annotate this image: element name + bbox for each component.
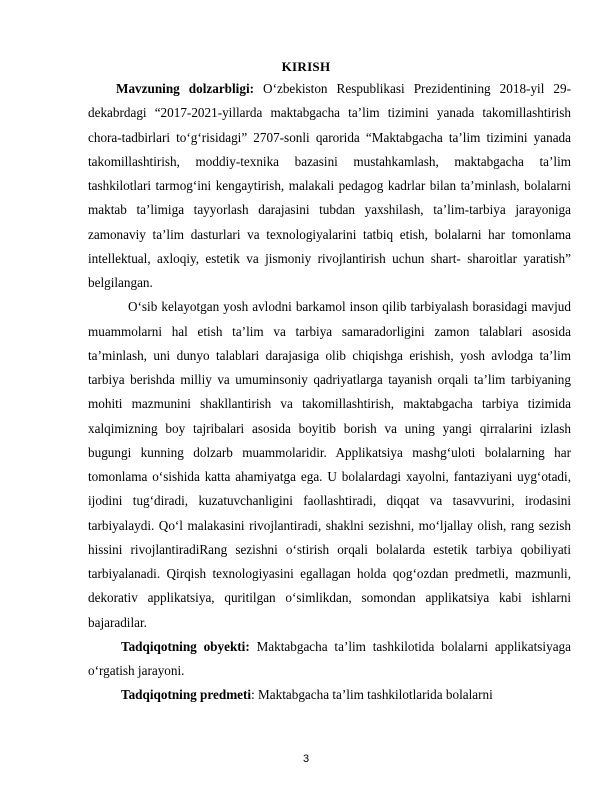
page-title: KIRISH — [281, 59, 331, 74]
paragraph-text: O‘zbekiston Respublikasi Prezidentining 2018-yil 29-dekabrdagi “2017-2021-yillarda maktabgacha ta’lim tizimini yanada takomillashtirish chora-tadbirlari to‘g‘risidagi” 2707-sonli qarorida “Maktabgacha ta’lim tizimini yanada takomillashtirish, moddiy-texnika bazasini mustahkamlash, maktabgacha ta’lim tashkilotlari tarmog‘ini kengaytirish, malakali pedagog kadrlar bilan ta’minlash, bolalarni maktab ta’limiga tayyorlash darajasini tubdan yaxshilash, ta’lim-tarbiya jarayoniga zamonaviy ta’lim dasturlari va texnologiyalarini tatbiq etish, bolalarni har tomonlama intellektual, axloqiy, estetik va jismoniy rivojlantirish uchun shart- sharoitlar yaratish” belgilangan. — [88, 81, 571, 290]
paragraph-problems — [88, 295, 571, 635]
paragraph-subject — [88, 683, 571, 707]
paragraph-label: Tadqiqotning predmeti — [121, 687, 252, 703]
paragraph-label: Tadqiqotning obyekti: — [121, 638, 250, 654]
paragraph-label: Mavzuning dolzarbligi: — [116, 81, 254, 96]
paragraph-text: : Maktabgacha ta’lim tashkilotlarida bolalarni — [251, 687, 493, 703]
paragraph-object — [88, 635, 571, 684]
paragraph-text: O‘sib kelayotgan yosh avlodni barkamol inson qilib tarbiyalash borasidagi mavjud muammolarni hal etish ta’lim va tarbiya samaradorligini zamon talablari asosida ta’minlash, uni dunyo talablari darajasiga olib chiqishga erishish, yosh avlodga ta’lim tarbiya berishda milliy va umuminsoniy qadriyatlarga tayanish orqali ta’lim tarbiyaning mohiti mazmunini shakllantirish va takomillashtirish, maktabgacha tarbiya tizimida xalqimizning boy tajribalari asosida boyitib borish va uning yangi qirralarini izlash bugungi kunning dolzarb muammolaridir. Applikatsiya mashg‘uloti bolalarning har tomonlama o‘sishida katta ahamiyatga ega. U bolalardagi xayolni, fantaziyani uyg‘otadi, ijodini tug‘diradi, kuzatuvchanligini faollashtiradi, diqqat va tasavvurini, irodasini tarbiyalaydi. Qo‘l malakasini rivojlantiradi, shaklni sezishni, mo‘ljallay olish, rang sezish hissini rivojlantiradiRang sezishni o‘stirish orqali bolalarda estetik tarbiya qobiliyati tarbiyalanadi. Qirqish texnologiyasini egallagan holda qog‘ozdan predmetli, mazmunli, dekorativ applikatsiya, quritilgan o‘simlikdan, somondan applikatsiya kabi ishlarni bajaradilar. — [88, 299, 571, 630]
paragraph-text: Maktabgacha ta’lim tashkilotida bolalarni applikatsiyaga o‘rgatish jarayoni. — [88, 638, 571, 678]
page-number: 3 — [302, 753, 310, 765]
body-text — [88, 77, 571, 708]
paragraph-relevance — [88, 77, 571, 295]
